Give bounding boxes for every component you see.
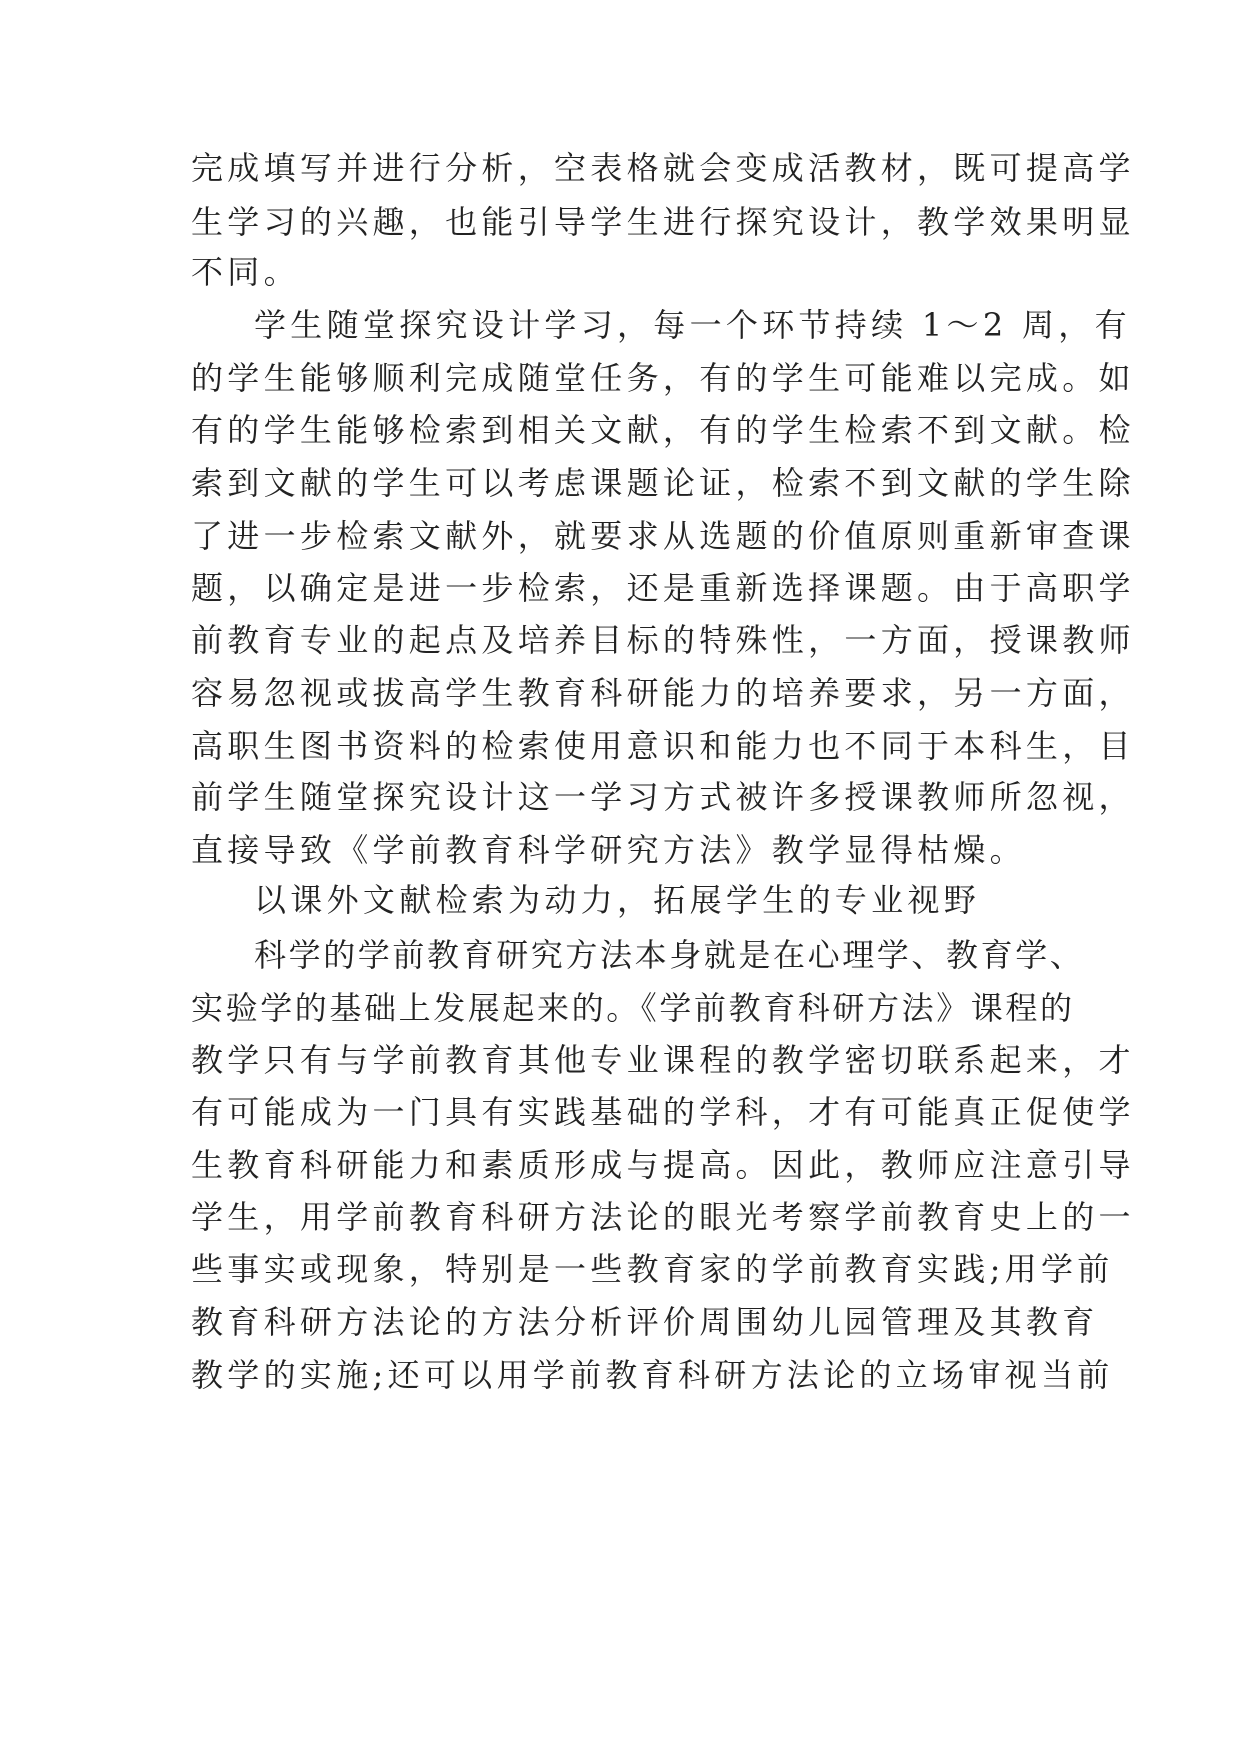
text-line: 前教育专业的起点及培养目标的特殊性，一方面，授课教师 — [191, 621, 1135, 659]
text-line: 些事实或现象，特别是一些教育家的学前教育实践;用学前 — [191, 1250, 1114, 1288]
text-line: 有的学生能够检索到相关文献，有的学生检索不到文献。检 — [191, 411, 1135, 449]
text-line: 有可能成为一门具有实践基础的学科，才有可能真正促使学 — [191, 1093, 1135, 1131]
text-line: 实验学的基础上发展起来的。《学前教育科研方法》课程的 — [191, 989, 1075, 1027]
text-line: 教育科研方法论的方法分析评价周围幼儿园管理及其教育 — [191, 1303, 1099, 1341]
text-line: 容易忽视或拔高学生教育科研能力的培养要求，另一方面， — [191, 674, 1135, 712]
section-heading: 以课外文献检索为动力，拓展学生的专业视野 — [254, 881, 981, 919]
text-line: 生教育科研能力和素质形成与提高。因此，教师应注意引导 — [191, 1146, 1135, 1184]
paragraph-start-line: 科学的学前教育研究方法本身就是在心理学、教育学、 — [254, 936, 1085, 974]
text-line: 题，以确定是进一步检索，还是重新选择课题。由于高职学 — [191, 569, 1135, 607]
text-line: 的学生能够顺利完成随堂任务，有的学生可能难以完成。如 — [191, 359, 1135, 397]
paragraph-start-line: 学生随堂探究设计学习，每一个环节持续 1～2 周，有 — [254, 306, 1131, 344]
text-line: 学生，用学前教育科研方法论的眼光考察学前教育史上的一 — [191, 1198, 1135, 1236]
text-line: 索到文献的学生可以考虑课题论证，检索不到文献的学生除 — [191, 464, 1135, 502]
text-line: 高职生图书资料的检索使用意识和能力也不同于本科生，目 — [191, 727, 1135, 765]
text-line: 完成填写并进行分析，空表格就会变成活教材，既可提高学 — [191, 149, 1135, 187]
text-line: 生学习的兴趣，也能引导学生进行探究设计，教学效果明显 — [191, 203, 1135, 241]
text-line: 不同。 — [191, 253, 300, 291]
text-line: 前学生随堂探究设计这一学习方式被许多授课教师所忽视， — [191, 778, 1135, 816]
text-line: 直接导致《学前教育科学研究方法》教学显得枯燥。 — [191, 831, 1026, 869]
text-line: 教学的实施;还可以用学前教育科研方法论的立场审视当前 — [191, 1356, 1114, 1394]
text-line: 教学只有与学前教育其他专业课程的教学密切联系起来，才 — [191, 1041, 1135, 1079]
text-line: 了进一步检索文献外，就要求从选题的价值原则重新审查课 — [191, 517, 1135, 555]
